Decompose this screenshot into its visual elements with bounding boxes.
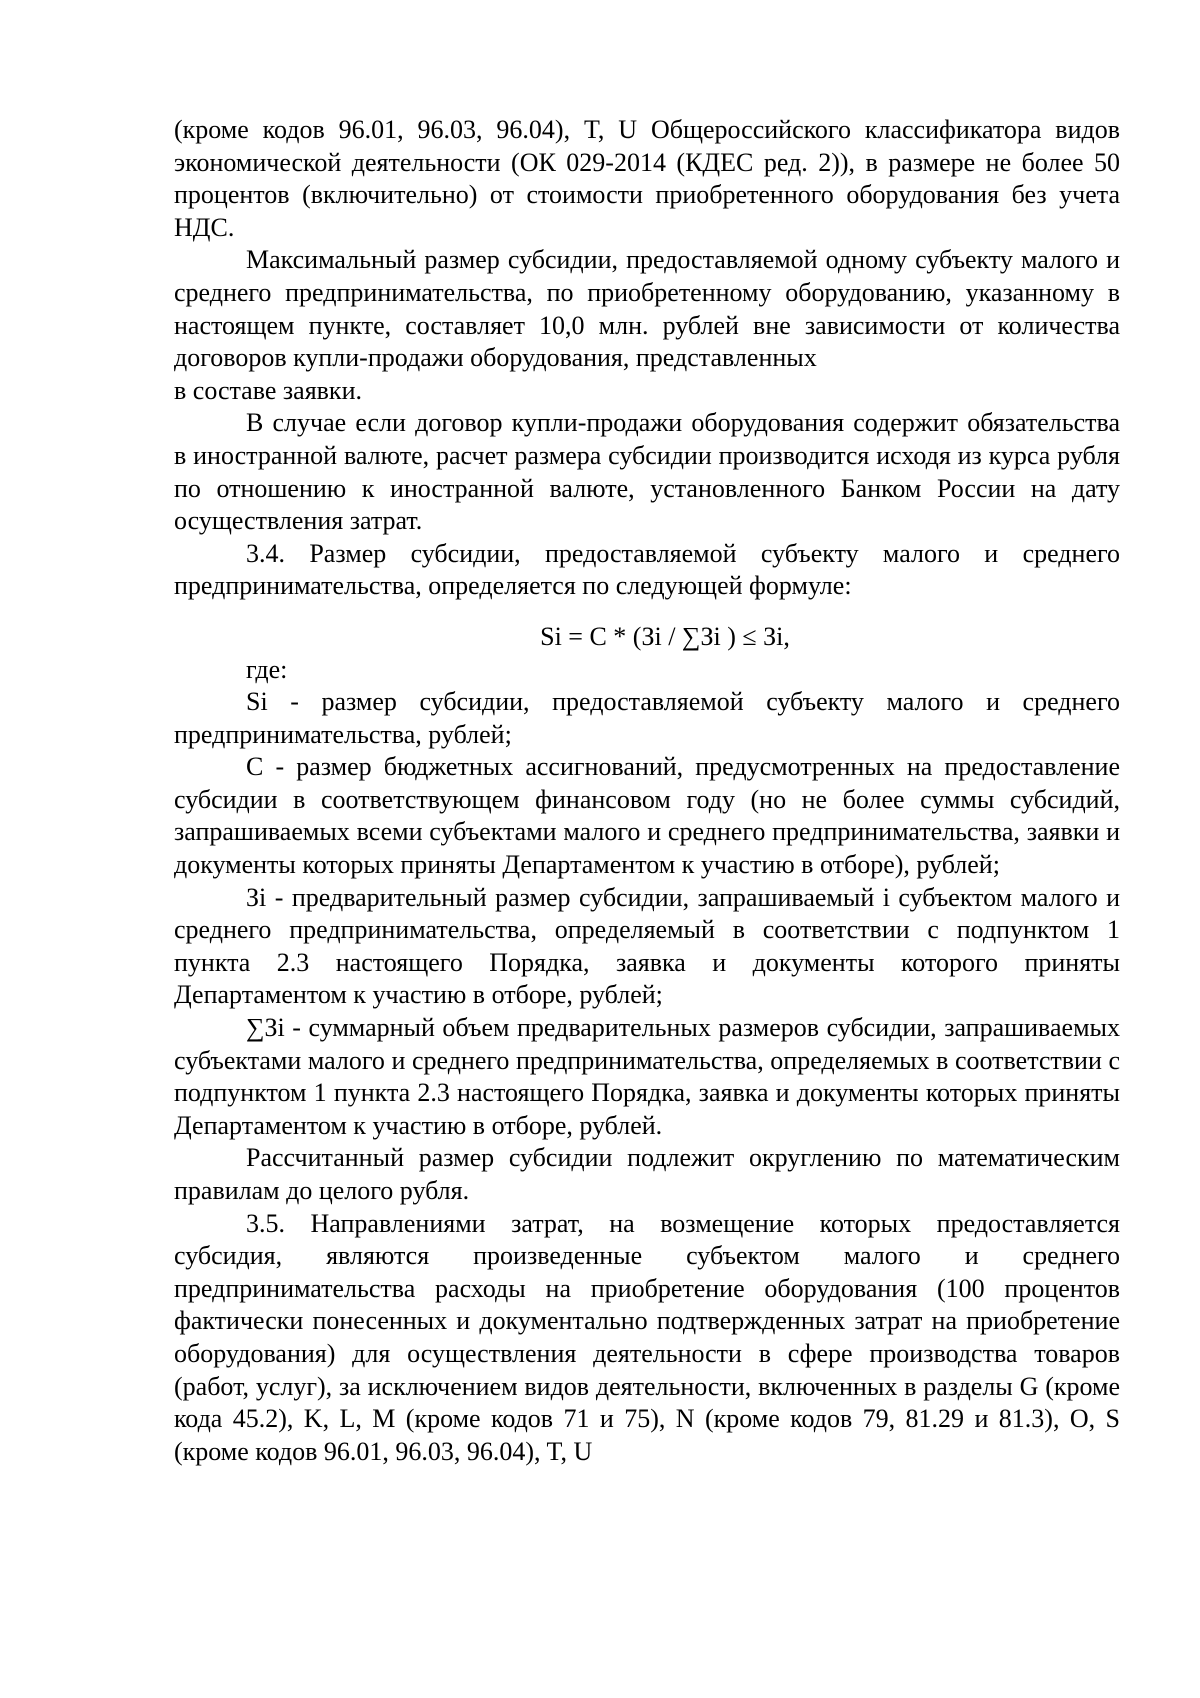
document-body bbox=[174, 114, 1120, 1468]
formula-where-label: где: bbox=[246, 654, 288, 684]
definition-si: Si - размер субсидии, предоставляемой субъекту малого и среднего предпринимательства, рублей; bbox=[174, 687, 1120, 749]
paragraph-3-4: 3.4. Размер субсидии, предоставляемой субъекту малого и среднего предпринимательства, определяется по следующей формуле: bbox=[174, 538, 1120, 601]
paragraph-3-5: 3.5. Направлениями затрат, на возмещение которых предоставляется субсидия, являются произведенные субъектом малого и среднего предпринимательства расходы на приобретение оборудования (100 процентов фактически понесенных и документально подтвержденных затрат на приобретение оборудования) для осуществления деятельности в сфере производства товаров (работ, услуг), за исключением видов деятельности, включенных в разделы G (кроме кода 45.2), K, L, M (кроме кодов 71 и 75), N (кроме кодов 79, 81.29 и 81.3), O, S (кроме кодов 96.01, 96.03, 96.04), T, U bbox=[174, 1208, 1120, 1466]
paragraph-foreign-currency: В случае если договор купли-продажи оборудования содержит обязательства в иностранной валюте, расчет размера субсидии производится исходя из курса рубля по отношению к иностранной валюте, установленного Банком России на дату осуществления затрат. bbox=[174, 408, 1120, 536]
definition-c: C - размер бюджетных ассигнований, предусмотренных на предоставление субсидии в соответствующем финансовом году (но не более суммы субсидий, запрашиваемых всеми субъектами малого и среднего предпринимательства, заявки и документы которых приняты Департаментом к участию в отборе), рублей; bbox=[174, 752, 1120, 880]
paragraph-continuation: (кроме кодов 96.01, 96.03, 96.04), T, U Общероссийского классификатора видов экономической деятельности (ОК 029-2014 (КДЕС ред. 2)), в размере не более 50 процентов (включительно) от стоимости приобретенного оборудования без учета НДС. bbox=[174, 115, 1120, 242]
paragraph-max-subsidy-tail: в составе заявки. bbox=[174, 375, 362, 405]
definition-sum-zi: ∑Зi - суммарный объем предварительных размеров субсидии, запрашиваемых субъектами малого и среднего предпринимательства, определяемых в соответствии с подпунктом 1 пункта 2.3 настоящего Порядка, заявка и документы которых приняты Департаментом к участию в отборе, рублей. bbox=[174, 1013, 1120, 1140]
subsidy-formula: Si = C * (Зi / ∑Зi ) ≤ Зi, bbox=[540, 621, 790, 651]
definition-zi: Зi - предварительный размер субсидии, запрашиваемый i субъектом малого и среднего предпринимательства, определяемый в соответствии с подпунктом 1 пункта 2.3 настоящего Порядка, заявка и документы которого приняты Департаментом к участию в отборе, рублей; bbox=[174, 882, 1120, 1010]
paragraph-rounding: Рассчитанный размер субсидии подлежит округлению по математическим правилам до целого рубля. bbox=[174, 1143, 1120, 1205]
paragraph-max-subsidy: Максимальный размер субсидии, предоставляемой одному субъекту малого и среднего предпринимательства, по приобретенному оборудованию, указанному в настоящем пункте, составляет 10,0 млн. рублей вне зависимости от количества договоров купли-продажи оборудования, представленных bbox=[174, 245, 1120, 373]
